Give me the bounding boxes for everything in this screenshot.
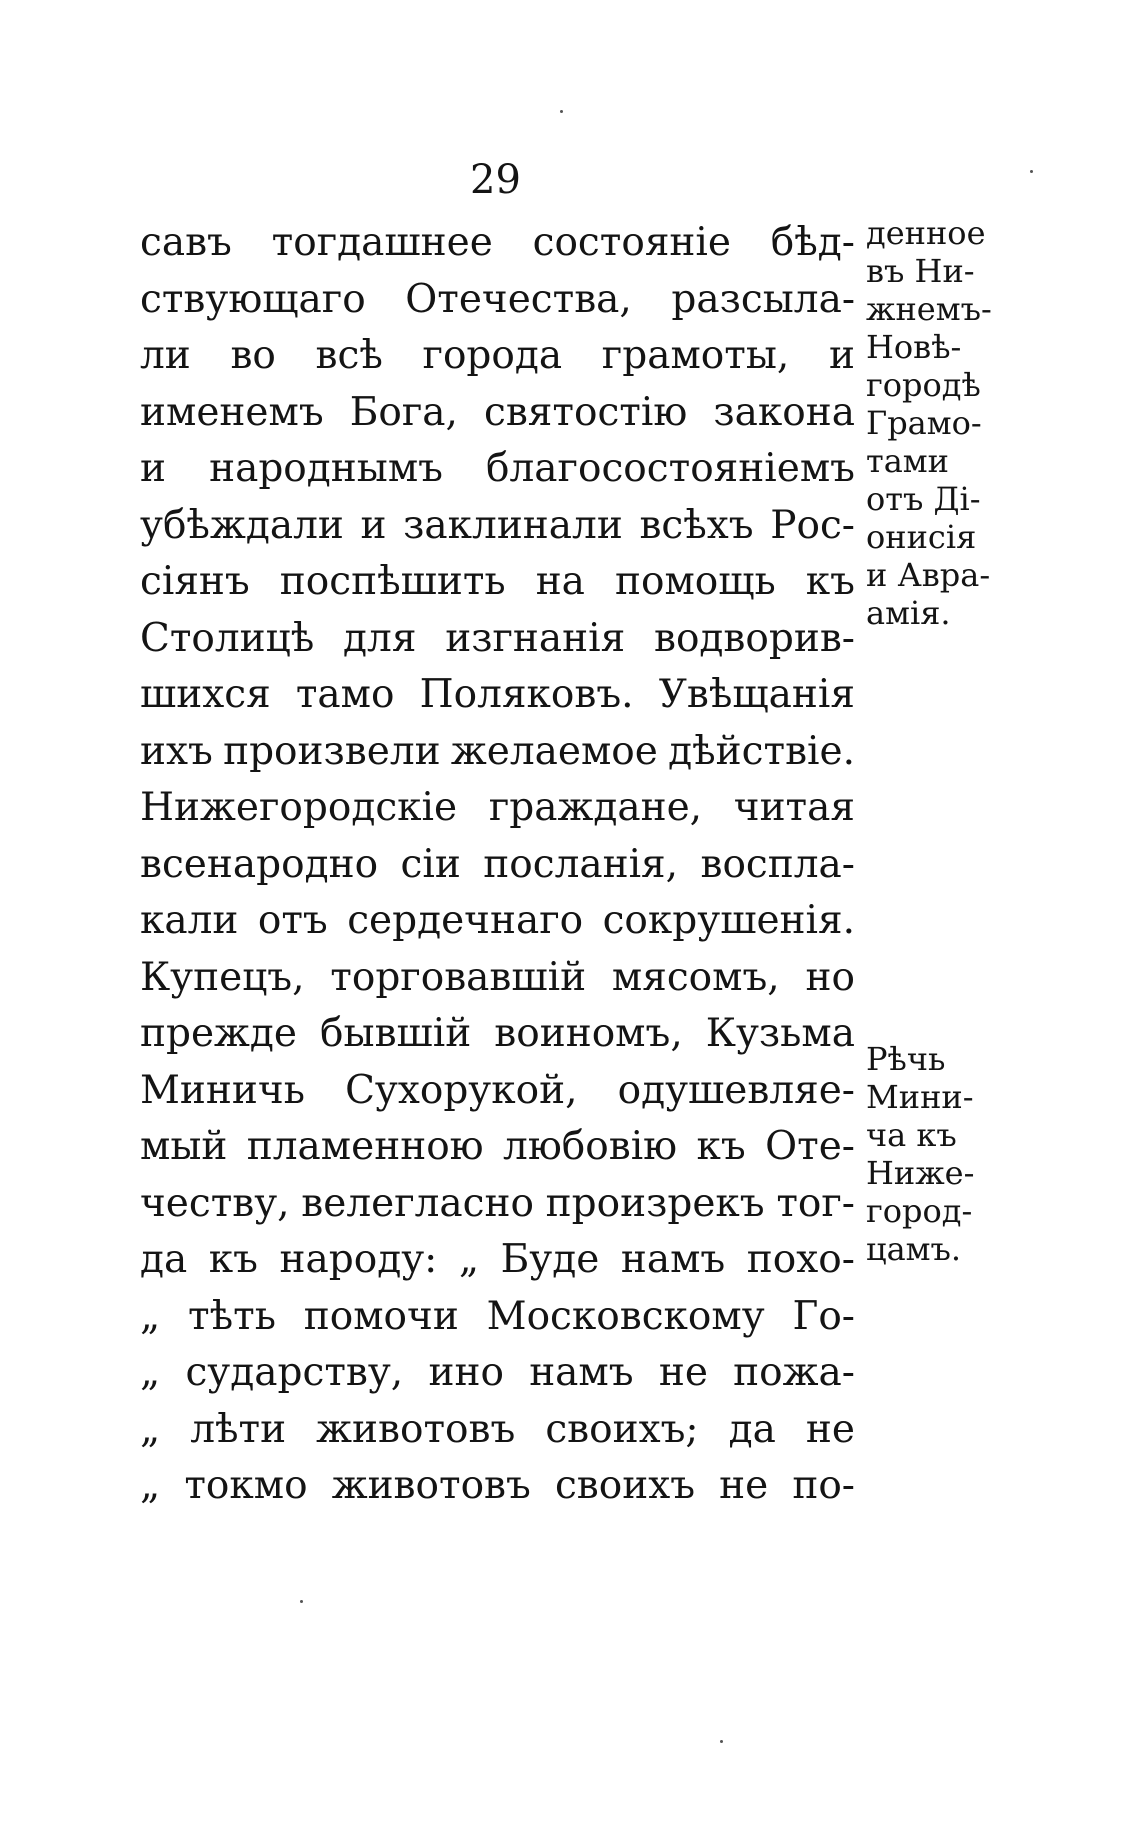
margin-note-line: Новѣ-	[866, 328, 962, 366]
text-line: кали отъ сердечнаго сокрушенія.	[140, 898, 855, 943]
text-line: именемъ Бога, святостію закона	[140, 389, 855, 435]
text-line: Миничь Сухорукой, одушевляе-	[140, 1067, 855, 1113]
text-line: мый пламенною любовію къ Оте-	[140, 1124, 855, 1169]
margin-note-line: город-	[866, 1192, 973, 1230]
text-line: ствующаго Отечества, разсыла-	[140, 276, 855, 322]
text-line: „ сударству, ино намъ не пожа-	[140, 1350, 855, 1395]
margin-note-line: жнемъ-	[866, 290, 992, 328]
text-line: Столицѣ для изгнанія водворив-	[140, 615, 855, 661]
text-line: „ лѣти животовъ своихъ; да не	[140, 1406, 855, 1452]
margin-note-line: амія.	[866, 594, 951, 632]
text-line: Купецъ, торговавшій мясомъ, но	[140, 954, 855, 1000]
margin-note-line: городѣ	[866, 366, 981, 404]
paper-speck	[720, 1740, 723, 1743]
margin-note-line: онисія	[866, 518, 977, 556]
margin-note-line: денное	[866, 214, 986, 252]
text-line: „ тѣть помочи Московскому Го-	[140, 1293, 855, 1339]
margin-note-speech	[866, 1040, 1006, 1268]
text-line: всенародно сіи посланія, воспла-	[140, 841, 855, 887]
text-line: ли во всѣ города грамоты, и	[140, 333, 855, 378]
margin-note-line: отъ Ді-	[866, 480, 981, 518]
margin-note-line: Рѣчь	[866, 1040, 946, 1078]
main-text	[140, 215, 855, 1515]
text-line: честву, велегласно произрекъ тог-	[140, 1180, 855, 1226]
margin-note-line: въ Ни-	[866, 252, 975, 290]
margin-note-line: ча къ	[866, 1116, 957, 1154]
margin-note-line: Ниже-	[866, 1154, 975, 1192]
margin-note-charters	[866, 214, 1006, 632]
text-line: прежде бывшій воиномъ, Кузьма	[140, 1011, 855, 1056]
paper-speck	[1030, 170, 1033, 173]
text-line: савъ тогдашнее состояніе бѣд-	[140, 220, 855, 265]
text-line: сіянъ поспѣшить на помощь къ	[140, 559, 855, 604]
text-line: ихъ произвели желаемое дѣйствіе.	[140, 728, 855, 774]
margin-note-line: Мини-	[866, 1078, 974, 1116]
margin-note-line: цамъ.	[866, 1230, 962, 1268]
text-line: убѣждали и заклинали всѣхъ Рос-	[140, 502, 855, 548]
margin-note-line: тами	[866, 442, 949, 480]
margin-note-line: и Авра-	[866, 556, 991, 594]
text-line: и народнымъ благосостояніемъ	[140, 446, 855, 491]
paper-speck	[560, 110, 563, 113]
text-line: да къ народу: „ Буде намъ похо-	[140, 1237, 855, 1282]
page-number: 29	[470, 157, 521, 203]
text-line: шихся тамо Поляковъ. Увѣщанія	[140, 672, 855, 717]
text-line: Нижегородскіе граждане, читая	[140, 785, 855, 830]
paper-speck	[300, 1600, 303, 1603]
text-line: „ токмо животовъ своихъ не по-	[140, 1463, 855, 1508]
margin-note-line: Грамо-	[866, 404, 982, 442]
